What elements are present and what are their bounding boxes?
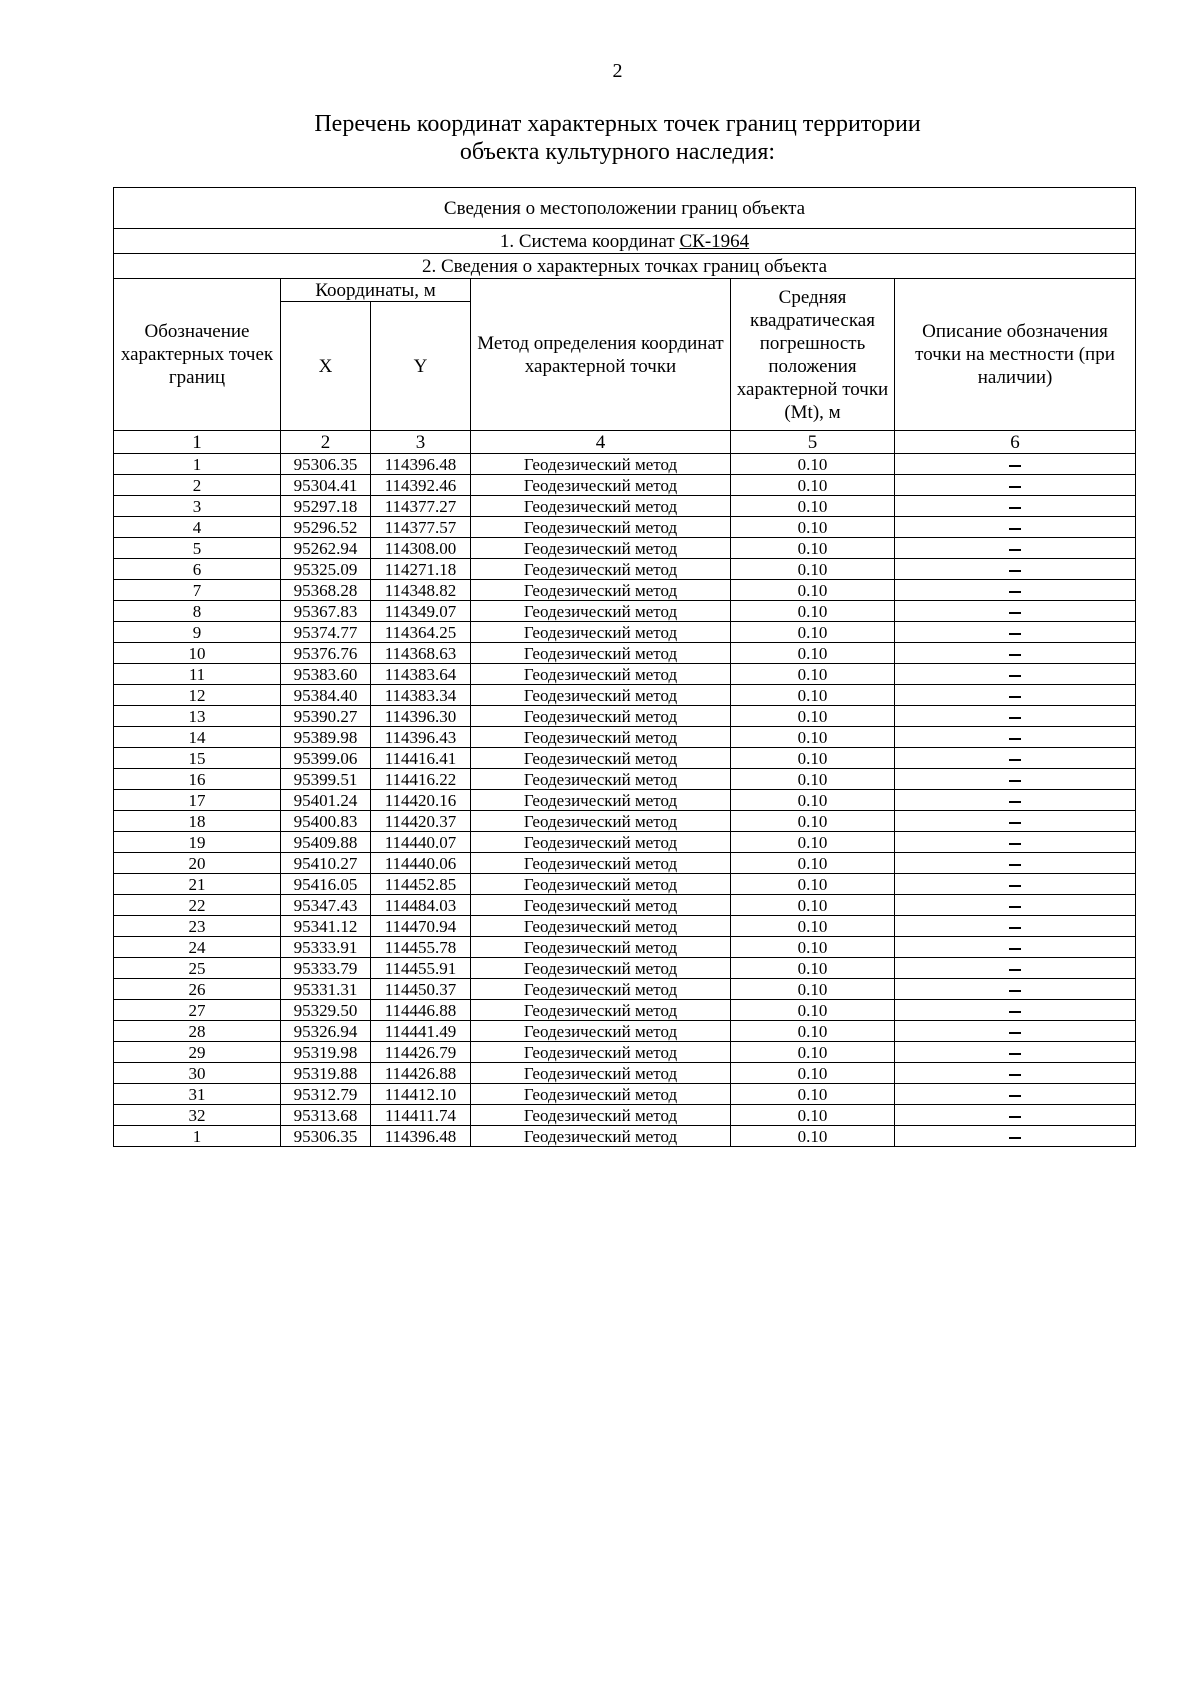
point-number-cell: 1 [114,1126,281,1147]
y-coordinate-cell: 114392.46 [371,475,471,496]
dash-mark [1009,864,1021,866]
point-number-cell: 19 [114,832,281,853]
x-coordinate-cell: 95410.27 [281,853,371,874]
y-coordinate-cell: 114396.48 [371,454,471,475]
y-coordinate-cell: 114455.78 [371,937,471,958]
dash-mark [1009,927,1021,929]
method-cell: Геодезический метод [471,1126,731,1147]
method-cell: Геодезический метод [471,769,731,790]
table-row [114,517,1136,538]
table-row [114,601,1136,622]
method-cell: Геодезический метод [471,958,731,979]
dash-mark [1009,633,1021,635]
point-number-cell: 13 [114,706,281,727]
error-cell: 0.10 [731,601,895,622]
table-row [114,496,1136,517]
x-coordinate-cell: 95399.51 [281,769,371,790]
error-cell: 0.10 [731,1021,895,1042]
dash-mark [1009,906,1021,908]
dash-mark [1009,465,1021,467]
dash-mark [1009,822,1021,824]
description-cell [895,643,1136,664]
y-coordinate-cell: 114440.06 [371,853,471,874]
error-cell: 0.10 [731,853,895,874]
description-cell [895,559,1136,580]
error-cell: 0.10 [731,1042,895,1063]
description-cell [895,979,1136,1000]
description-cell [895,1042,1136,1063]
dash-mark [1009,486,1021,488]
point-number-cell: 18 [114,811,281,832]
y-coordinate-cell: 114377.57 [371,517,471,538]
table-row [114,1000,1136,1021]
table-row [114,475,1136,496]
coordinates-table [113,187,1136,1147]
table-row [114,538,1136,559]
table-row [114,811,1136,832]
y-coordinate-cell: 114426.79 [371,1042,471,1063]
error-cell: 0.10 [731,580,895,601]
description-cell [895,1021,1136,1042]
dash-mark [1009,843,1021,845]
error-cell: 0.10 [731,454,895,475]
header-point-designation: Обозначение характерных точек границ [114,279,281,431]
point-number-cell: 9 [114,622,281,643]
description-cell [895,748,1136,769]
error-cell: 0.10 [731,1084,895,1105]
x-coordinate-cell: 95329.50 [281,1000,371,1021]
column-number: 4 [471,431,731,454]
table-row [114,685,1136,706]
title-line-2: объекта культурного наследия: [459,139,776,165]
description-cell [895,1084,1136,1105]
coordinate-system-row [114,229,1136,254]
y-coordinate-cell: 114348.82 [371,580,471,601]
y-coordinate-cell: 114368.63 [371,643,471,664]
point-number-cell: 6 [114,559,281,580]
dash-mark [1009,675,1021,677]
method-cell: Геодезический метод [471,538,731,559]
y-coordinate-cell: 114416.22 [371,769,471,790]
table-row [114,706,1136,727]
y-coordinate-cell: 114441.49 [371,1021,471,1042]
description-cell [895,874,1136,895]
error-cell: 0.10 [731,664,895,685]
point-number-cell: 2 [114,475,281,496]
method-cell: Геодезический метод [471,853,731,874]
y-coordinate-cell: 114364.25 [371,622,471,643]
method-cell: Геодезический метод [471,727,731,748]
point-number-cell: 10 [114,643,281,664]
table-row [114,622,1136,643]
description-cell [895,601,1136,622]
point-number-cell: 24 [114,937,281,958]
point-number-cell: 30 [114,1063,281,1084]
y-coordinate-cell: 114426.88 [371,1063,471,1084]
table-row [114,874,1136,895]
error-cell: 0.10 [731,643,895,664]
coordinate-system-label: 1. Система координат [499,230,680,252]
method-cell: Геодезический метод [471,601,731,622]
description-cell [895,664,1136,685]
method-cell: Геодезический метод [471,643,731,664]
y-coordinate-cell: 114396.48 [371,1126,471,1147]
x-coordinate-cell: 95389.98 [281,727,371,748]
error-cell: 0.10 [731,475,895,496]
description-cell [895,538,1136,559]
table-row [114,1084,1136,1105]
error-cell: 0.10 [731,979,895,1000]
method-cell: Геодезический метод [471,895,731,916]
dash-mark [1009,528,1021,530]
error-cell: 0.10 [731,622,895,643]
dash-mark [1009,1053,1021,1055]
error-cell: 0.10 [731,937,895,958]
dash-mark [1009,948,1021,950]
y-coordinate-cell: 114411.74 [371,1105,471,1126]
description-cell [895,454,1136,475]
dash-mark [1009,990,1021,992]
error-cell: 0.10 [731,517,895,538]
error-cell: 0.10 [731,832,895,853]
point-number-cell: 12 [114,685,281,706]
description-cell [895,580,1136,601]
page-number: 2 [612,60,623,82]
point-number-cell: 4 [114,517,281,538]
x-coordinate-cell: 95313.68 [281,1105,371,1126]
description-cell [895,790,1136,811]
description-cell [895,475,1136,496]
y-coordinate-cell: 114440.07 [371,832,471,853]
dash-mark [1009,654,1021,656]
x-coordinate-cell: 95304.41 [281,475,371,496]
method-cell: Геодезический метод [471,1084,731,1105]
table-row [114,454,1136,475]
y-coordinate-cell: 114484.03 [371,895,471,916]
header-y: Y [371,302,471,431]
column-number: 5 [731,431,895,454]
method-cell: Геодезический метод [471,832,731,853]
point-number-cell: 16 [114,769,281,790]
y-coordinate-cell: 114349.07 [371,601,471,622]
point-number-cell: 7 [114,580,281,601]
x-coordinate-cell: 95416.05 [281,874,371,895]
error-cell: 0.10 [731,1126,895,1147]
x-coordinate-cell: 95306.35 [281,1126,371,1147]
y-coordinate-cell: 114383.34 [371,685,471,706]
title-line-1: Перечень координат характерных точек границ территории [314,111,921,137]
y-coordinate-cell: 114396.43 [371,727,471,748]
method-cell: Геодезический метод [471,1063,731,1084]
y-coordinate-cell: 114412.10 [371,1084,471,1105]
y-coordinate-cell: 114420.16 [371,790,471,811]
description-cell [895,895,1136,916]
point-number-cell: 25 [114,958,281,979]
dash-mark [1009,1137,1021,1139]
header-error: Средняя квадратическая погрешность положения характерной точки (Mt), м [731,279,895,431]
point-number-cell: 23 [114,916,281,937]
method-cell: Геодезический метод [471,937,731,958]
table-row [114,580,1136,601]
description-cell [895,622,1136,643]
dash-mark [1009,570,1021,572]
x-coordinate-cell: 95333.79 [281,958,371,979]
point-number-cell: 17 [114,790,281,811]
x-coordinate-cell: 95347.43 [281,895,371,916]
table-row [114,1021,1136,1042]
table-row [114,559,1136,580]
document-title [0,110,1200,166]
dash-mark [1009,1032,1021,1034]
method-cell: Геодезический метод [471,706,731,727]
dash-mark [1009,1011,1021,1013]
y-coordinate-cell: 114455.91 [371,958,471,979]
method-cell: Геодезический метод [471,916,731,937]
point-number-cell: 5 [114,538,281,559]
description-cell [895,496,1136,517]
error-cell: 0.10 [731,559,895,580]
dash-mark [1009,1095,1021,1097]
method-cell: Геодезический метод [471,496,731,517]
point-number-cell: 27 [114,1000,281,1021]
x-coordinate-cell: 95390.27 [281,706,371,727]
method-cell: Геодезический метод [471,475,731,496]
point-number-cell: 11 [114,664,281,685]
y-coordinate-cell: 114308.00 [371,538,471,559]
method-cell: Геодезический метод [471,1042,731,1063]
method-cell: Геодезический метод [471,979,731,1000]
description-cell [895,706,1136,727]
description-cell [895,1126,1136,1147]
section-2-title: 2. Сведения о характерных точках границ объекта [114,254,1136,279]
header-description: Описание обозначения точки на местности (при наличии) [895,279,1136,431]
table-row [114,916,1136,937]
description-cell [895,1063,1136,1084]
table-row [114,727,1136,748]
method-cell: Геодезический метод [471,748,731,769]
x-coordinate-cell: 95296.52 [281,517,371,538]
table-row [114,1126,1136,1147]
table-row [114,895,1136,916]
x-coordinate-cell: 95331.31 [281,979,371,1000]
point-number-cell: 20 [114,853,281,874]
point-number-cell: 31 [114,1084,281,1105]
x-coordinate-cell: 95384.40 [281,685,371,706]
dash-mark [1009,696,1021,698]
error-cell: 0.10 [731,496,895,517]
description-cell [895,937,1136,958]
error-cell: 0.10 [731,895,895,916]
dash-mark [1009,969,1021,971]
point-number-cell: 29 [114,1042,281,1063]
y-coordinate-cell: 114470.94 [371,916,471,937]
error-cell: 0.10 [731,727,895,748]
x-coordinate-cell: 95400.83 [281,811,371,832]
description-cell [895,685,1136,706]
x-coordinate-cell: 95306.35 [281,454,371,475]
table-row [114,958,1136,979]
description-cell [895,517,1136,538]
method-cell: Геодезический метод [471,685,731,706]
error-cell: 0.10 [731,748,895,769]
method-cell: Геодезический метод [471,580,731,601]
header-x: X [281,302,371,431]
x-coordinate-cell: 95376.76 [281,643,371,664]
point-number-cell: 15 [114,748,281,769]
point-number-cell: 14 [114,727,281,748]
y-coordinate-cell: 114420.37 [371,811,471,832]
table-row [114,790,1136,811]
method-cell: Геодезический метод [471,622,731,643]
method-cell: Геодезический метод [471,1021,731,1042]
method-cell: Геодезический метод [471,874,731,895]
point-number-cell: 32 [114,1105,281,1126]
table-row [114,1063,1136,1084]
method-cell: Геодезический метод [471,454,731,475]
x-coordinate-cell: 95409.88 [281,832,371,853]
table-row [114,1105,1136,1126]
description-cell [895,916,1136,937]
method-cell: Геодезический метод [471,664,731,685]
method-cell: Геодезический метод [471,790,731,811]
point-number-cell: 22 [114,895,281,916]
error-cell: 0.10 [731,538,895,559]
dash-mark [1009,549,1021,551]
table-heading: Сведения о местоположении границ объекта [114,188,1136,229]
y-coordinate-cell: 114450.37 [371,979,471,1000]
error-cell: 0.10 [731,769,895,790]
error-cell: 0.10 [731,1063,895,1084]
table-row [114,832,1136,853]
y-coordinate-cell: 114377.27 [371,496,471,517]
y-coordinate-cell: 114452.85 [371,874,471,895]
point-number-cell: 28 [114,1021,281,1042]
x-coordinate-cell: 95374.77 [281,622,371,643]
table-row [114,979,1136,1000]
method-cell: Геодезический метод [471,559,731,580]
x-coordinate-cell: 95333.91 [281,937,371,958]
point-number-cell: 3 [114,496,281,517]
method-cell: Геодезический метод [471,517,731,538]
column-number: 3 [371,431,471,454]
y-coordinate-cell: 114271.18 [371,559,471,580]
point-number-cell: 8 [114,601,281,622]
error-cell: 0.10 [731,916,895,937]
description-cell [895,853,1136,874]
table-row [114,853,1136,874]
x-coordinate-cell: 95319.98 [281,1042,371,1063]
x-coordinate-cell: 95341.12 [281,916,371,937]
dash-mark [1009,612,1021,614]
dash-mark [1009,507,1021,509]
y-coordinate-cell: 114446.88 [371,1000,471,1021]
description-cell [895,769,1136,790]
table-row [114,769,1136,790]
method-cell: Геодезический метод [471,1105,731,1126]
description-cell [895,727,1136,748]
point-number-cell: 26 [114,979,281,1000]
method-cell: Геодезический метод [471,1000,731,1021]
dash-mark [1009,591,1021,593]
method-cell: Геодезический метод [471,811,731,832]
error-cell: 0.10 [731,790,895,811]
y-coordinate-cell: 114396.30 [371,706,471,727]
description-cell [895,832,1136,853]
coordinate-system-value: СК-1964 [679,230,750,252]
y-coordinate-cell: 114416.41 [371,748,471,769]
description-cell [895,1105,1136,1126]
table-row [114,748,1136,769]
x-coordinate-cell: 95262.94 [281,538,371,559]
column-number: 2 [281,431,371,454]
dash-mark [1009,1116,1021,1118]
dash-mark [1009,759,1021,761]
description-cell [895,1000,1136,1021]
x-coordinate-cell: 95399.06 [281,748,371,769]
dash-mark [1009,885,1021,887]
x-coordinate-cell: 95383.60 [281,664,371,685]
error-cell: 0.10 [731,874,895,895]
column-number: 1 [114,431,281,454]
x-coordinate-cell: 95297.18 [281,496,371,517]
error-cell: 0.10 [731,958,895,979]
x-coordinate-cell: 95319.88 [281,1063,371,1084]
point-number-cell: 1 [114,454,281,475]
error-cell: 0.10 [731,1000,895,1021]
error-cell: 0.10 [731,1105,895,1126]
error-cell: 0.10 [731,811,895,832]
error-cell: 0.10 [731,706,895,727]
description-cell [895,811,1136,832]
table-row [114,1042,1136,1063]
description-cell [895,958,1136,979]
dash-mark [1009,801,1021,803]
dash-mark [1009,780,1021,782]
dash-mark [1009,738,1021,740]
x-coordinate-cell: 95401.24 [281,790,371,811]
column-number: 6 [895,431,1136,454]
x-coordinate-cell: 95368.28 [281,580,371,601]
x-coordinate-cell: 95326.94 [281,1021,371,1042]
table-row [114,937,1136,958]
dash-mark [1009,1074,1021,1076]
header-method: Метод определения координат характерной точки [471,279,731,431]
header-coordinates: Координаты, м [281,279,471,302]
x-coordinate-cell: 95367.83 [281,601,371,622]
y-coordinate-cell: 114383.64 [371,664,471,685]
error-cell: 0.10 [731,685,895,706]
table-row [114,664,1136,685]
table-row [114,643,1136,664]
dash-mark [1009,717,1021,719]
point-number-cell: 21 [114,874,281,895]
x-coordinate-cell: 95312.79 [281,1084,371,1105]
x-coordinate-cell: 95325.09 [281,559,371,580]
